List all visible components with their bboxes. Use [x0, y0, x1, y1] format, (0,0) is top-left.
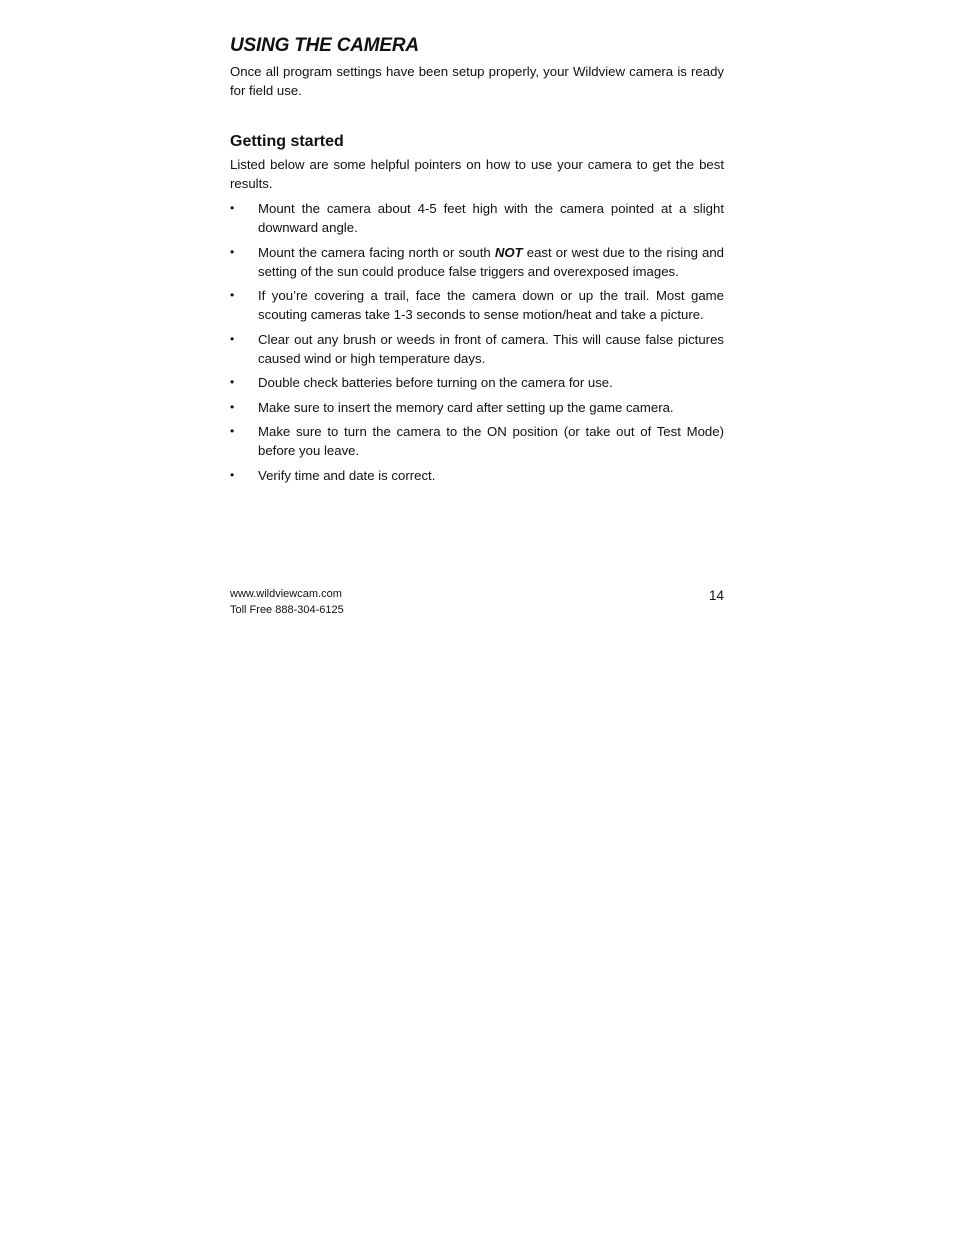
list-item	[230, 398, 724, 417]
list-item	[230, 286, 724, 324]
bullet-icon: •	[230, 467, 235, 482]
list-item	[230, 243, 724, 281]
footer-phone: Toll Free 888-304-6125	[230, 603, 344, 616]
page-title: USING THE CAMERA	[230, 35, 419, 56]
list-item	[230, 330, 724, 368]
tips-list	[230, 199, 724, 485]
bullet-icon: •	[230, 375, 235, 389]
list-item-text: Make sure to turn the camera to the ON position (or take out of Test Mode) before you leave.	[258, 424, 724, 458]
page-footer	[230, 587, 724, 618]
list-item-text	[258, 243, 724, 281]
page-content	[230, 34, 724, 490]
intro-paragraph: Once all program settings have been setup properly, your Wildview camera is ready for field use.	[230, 64, 724, 98]
list-item	[230, 373, 724, 392]
list-item-text: If you’re covering a trail, face the camera down or up the trail. Most game scouting cameras take 1-3 seconds to sense motion/heat and take a picture.	[258, 288, 724, 322]
list-item	[230, 199, 724, 237]
list-item	[230, 422, 724, 460]
bullet-icon: •	[230, 331, 235, 346]
list-item-text-after: east or west due to the rising and setting of the sun could produce false triggers and overexposed images.	[258, 244, 725, 279]
list-item-text: Double check batteries before turning on the camera for use.	[258, 375, 613, 390]
bullet-icon: •	[230, 399, 235, 414]
list-item-text: Verify time and date is correct.	[258, 467, 436, 483]
list-item-text: Make sure to insert the memory card after setting up the game camera.	[258, 399, 674, 415]
list-item-text: Clear out any brush or weeds in front of camera. This will cause false pictures caused wind or high temperature days.	[258, 331, 724, 366]
list-item	[230, 466, 724, 485]
bullet-icon: •	[230, 244, 235, 259]
bullet-icon: •	[230, 288, 235, 302]
section-lead: Listed below are some helpful pointers on how to use your camera to get the best results.	[230, 157, 724, 191]
bullet-icon: •	[230, 424, 235, 438]
list-item-text-before: Mount the camera facing north or south	[258, 244, 495, 260]
list-item-text: Mount the camera about 4-5 feet high with the camera pointed at a slight downward angle.	[258, 201, 724, 235]
footer-website: www.wildviewcam.com	[230, 588, 342, 600]
emphasis-text: NOT	[494, 244, 523, 260]
bullet-icon: •	[230, 201, 235, 215]
page-number: 14	[708, 588, 724, 603]
section-heading: Getting started	[230, 133, 344, 150]
